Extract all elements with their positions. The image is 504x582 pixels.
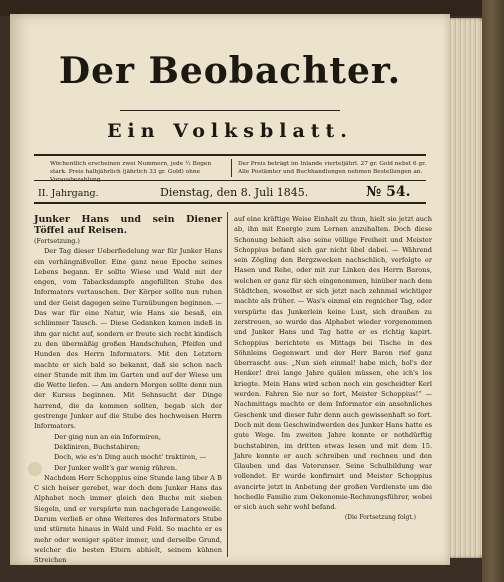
book-spine xyxy=(482,0,504,582)
continuation-note: (Die Fortsetzung folgt.) xyxy=(344,513,416,521)
volume-label: II. Jahrgang. xyxy=(38,188,99,199)
header-rule-bottom xyxy=(34,202,426,204)
verse-line: Der ging nun an ein Informiren, xyxy=(54,432,161,441)
issue-number: № 54. xyxy=(366,184,411,200)
newspaper-page xyxy=(10,14,450,565)
info-separator xyxy=(231,159,232,177)
verse-line: Doch, wie es'n Ding auch mocht' traktiren, — xyxy=(54,453,207,462)
paragraph: auf eine kräftige Weise Einhalt zu thun, hielt sie jetzt auch ab, ihn mit Energie zum Lernen anzuhalten. Doch diese Schonung behielt also seine völlige Freiheit und Meister Schoppius befand sich gar nicht übel dabei. — Während sein Zögling den Bergzwecken nachschlich, verfolgte er Hasen und Rehe, oder mit zur Linken des Herrn Barons, welchen er ganz für sich eingenommen, hinüber nach dem Städtchen, woselbst er sich jetzt nach zehnmal wichtiger machte als früher. — Was's einmal ein regnicher Tag, oder verspürte das Junkerlein keine Lust, sich draußen zu zerstreuen, so wurde das Alphabet wieder vorgenommen und Junker Hans und Tag hatte er es richtig kapirt. Schoppius berichtete es Mittags bei Tische in des Söhnleins Gegenwart und der Herr Baron rief ganz überrascht aus: „Nun sieh einmal! habe mich, hol's der Henker! drei lange Jahre quälen müssen, ehe ich's los kriegte. Mein Hans wird schon noch ein gescheidter Kerl werden. Fahren Sie nur so fort, Meister Schoppius!“ — Nachmittags machte er dem Informator ein ansehnliches Geschenk und dieser fuhr denn auch gewissenhaft so fort. Doch mit dem Geschwindwerden des Junker Hans hatte es gute Wege. Im zweiten Jahre konnte er nothdürftig buchstabiren, im dritten etwas lesen und mit dem 15. Jahre konnte er auch schreiben und rechnen und den Glauben und das Vaterunser. Seine Schulbildung war vollendet. Er wurde konfirmirt und Meister Schoppius avancirte jetzt in Anbetung der großen Verdienste um die hochedle Familie zum Oekonomie-Rechnungsführer, wobei er sich auch sehr wohl befand. xyxy=(234,215,432,512)
article-headline: Junker Hans und sein Diener Töffel auf Reisen. xyxy=(34,214,222,236)
verse-line: Dekliniren, Buchstabiren; xyxy=(54,442,141,451)
header-rule-top xyxy=(34,154,426,156)
column-separator xyxy=(227,212,228,557)
article-column-right xyxy=(234,214,432,523)
paragraph: Der Tag dieser Ueberfiedelung war für Junker Hans ein verhängnißvoller. Eine ganz neue Epoche seines Lebens begann. Er sollte Wiese und Wald mit der engen, vom Tabacksdampfe angefüllten Stube des Informators vertauschen. Der Körper sollte nun ruhen und der Geist dagegen seine Turnübungen beginnen. — Das war für eine Natur, wie Hans sie besaß, ein schlimmer Tausch. — Diese Gedanken kamen indeß in ihm gar nicht auf, sondern er freute sich recht kindisch zu den übermäßig großen Handschuhen, Pfeifen und Hunden des Herrn Informators. Mit den Letztern machte er sich bald so bekannt, daß sie schon nach einer Stunde mit ihm im Garten und auf der Wiese um die Wette liefen. — Am andern Morgen sollte denn nun der Kursus beginnen. Mit Sehnsucht der Dinge harrend, die da kommen sollten, begab sich der gestrenge Junker auf die Stube des hochweisen Herrn Informators. xyxy=(34,247,222,431)
newspaper-subtitle: Ein Volksblatt. xyxy=(107,120,353,142)
header-rule-middle xyxy=(34,180,426,181)
newspaper-title: Der Beobachter. xyxy=(58,50,402,92)
article-subheadline: (Fortsetzung.) xyxy=(34,237,80,245)
subscription-info-right: Der Preis beträgt im Inlande vierteljährl. 27 gr. Gold nebst 6 gr. Alle Postämter und Buchhandlungen nehmen Bestellungen an. xyxy=(238,161,427,175)
title-rule xyxy=(120,110,340,111)
article-column-left xyxy=(34,214,222,566)
verse-line: Der Junker wollt's gar wenig rühren. xyxy=(54,463,178,472)
paragraph: Nachdem Herr Schoppius eine Stunde lang über A B C sich heiser gerebet, war doch dem Junker Hans das Alphabet noch immer gleich den Buche mit sieben Siegeln, und er verspürte nun nachgerade Langeweile. Darum verließ er ohne Weiteres des Informators Stube und stürmte hinaus in Wald und Feld. So machte er es mehr oder weniger später immer, und derselbe Grund, welcher die besten Eltern abhielt, seinem kühnen Streichen xyxy=(34,473,222,565)
issue-date: Dienstag, den 8. Juli 1845. xyxy=(160,186,309,199)
subscription-info-left: Wöchentlich erscheinen zwei Nummern, jede ½ Bogen stark. Preis halbjährlich (jährlich 33 gr. Gold) ohne Vorausbezahlung. xyxy=(50,161,212,183)
